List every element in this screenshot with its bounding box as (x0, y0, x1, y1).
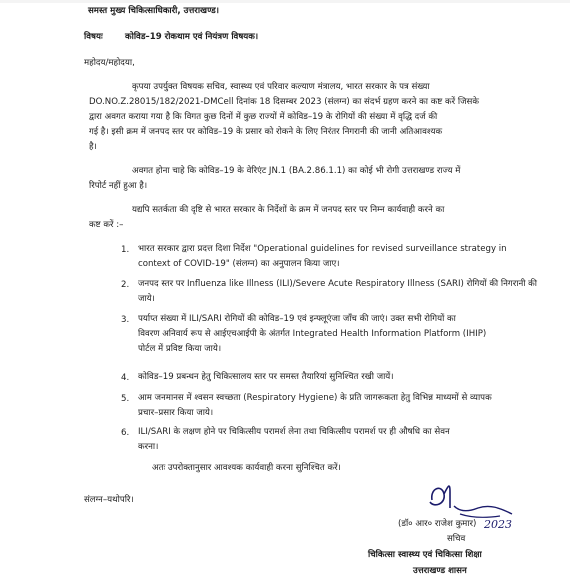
item-number: 6. (121, 428, 130, 438)
signatory-govt: उत्तराखण्ड शासन (413, 566, 467, 576)
recipients-line: समस्त मुख्य चिकित्साधिकारी, उत्तराखण्ड। (88, 6, 220, 16)
signature-stroke (460, 514, 500, 517)
list-item: जाये। (138, 294, 155, 304)
list-item: context of COVID-19" (संलग्न) का अनुपालन किया जाए। (138, 259, 340, 269)
closing-line: अतः उपरोक्तानुसार आवश्यक कार्यवाही करना सुनिश्चित करें। (152, 463, 341, 473)
list-item: पर्याप्त संख्या में ILI/SARI रोगियों की कोविड–19 एवं इन्फ्लूएंजा जाँच की जाएं। उक्त सभी रोगियों का (138, 314, 456, 324)
list-item: पोर्टल में प्रविष्ट किया जाये। (138, 344, 222, 354)
para1-line: DO.NO.Z.28015/182/2021-DMCell दिनांक 18 दिसम्बर 2023 (संलग्न) का संदर्भ ग्रहण करने का कष्ट करें जिसके (89, 97, 479, 107)
subject-label: विषयः (84, 32, 103, 42)
list-item: ILI/SARI के लक्षण होने पर चिकित्सीय परामर्श लेना तथा चिकित्सीय परामर्श पर ही औषधि का सेवन (138, 427, 450, 437)
enclosure-note: संलग्न–यथोपरि। (84, 495, 134, 505)
list-item: विवरण अनिवार्य रूप से आईएचआईपी के अंतर्गत Integrated Health Information Platform (IHIP) (138, 329, 487, 339)
para1-line: है। (89, 142, 97, 152)
subject-text: कोविड–19 रोकथाम एवं नियंत्रण विषयक। (125, 32, 259, 42)
item-number: 3. (121, 315, 130, 325)
handwritten-date: 2023 (484, 518, 512, 531)
signature-stroke (454, 506, 512, 514)
item-number: 1. (121, 245, 130, 255)
item-number: 2. (121, 280, 130, 290)
para1-line: द्वारा अवगत कराया गया है कि विगत कुछ दिनों में कुछ राज्यों में कोविड–19 के रोगियों की संख्या में वृद्धि दर्ज की (89, 112, 438, 122)
list-item: करना। (138, 442, 159, 452)
signatory-name: (डॉ० आर० राजेश कुमार) (398, 519, 477, 529)
list-item: आम जनमानस में श्वसन स्वच्छता (Respiratory Hygiene) के प्रति जागरूकता हेतु विभिन्न माध्यमों से व्यापक (138, 393, 492, 403)
list-item: भारत सरकार द्वारा प्रदत्त दिशा निर्देश "Operational guidelines for revised surveillance strategy in (138, 244, 507, 254)
list-item: प्रचार–प्रसार किया जाये। (138, 408, 214, 418)
para3-line: यद्यपि सतर्कता की दृष्टि से भारत सरकार के निर्देशों के क्रम में जनपद स्तर पर निम्न कार्यवाही करने का (132, 205, 445, 215)
para1-line: गई है। इसी क्रम में जनपद स्तर पर कोविड–19 के प्रसार को रोकने के लिए निरंतर निगरानी की जानी अतिआवश्यक (89, 127, 443, 137)
item-number: 4. (121, 373, 130, 383)
list-item: कोविड–19 प्रबन्धन हेतु चिकित्सालय स्तर पर समस्त तैयारियां सुनिश्चित रखी जायें। (138, 372, 394, 382)
para1-line: कृपया उपर्युक्त विषयक सचिव, स्वास्थ्य एवं परिवार कल्याण मंत्रालय, भारत सरकार के पत्र संख्या (132, 82, 430, 92)
list-item: जनपद स्तर पर Influenza like Illness (ILI)/Severe Acute Respiratory Illness (SARI) रोगियों की निगरानी की (138, 279, 538, 289)
para2-line: अवगत होना चाहे कि कोविड–19 के वेरिएंट JN.1 (BA.2.86.1.1) का कोई भी रोगी उत्तराखण्ड राज्य में (132, 166, 461, 176)
para3-line: कष्ट करें :– (89, 220, 124, 230)
salutation: महोदय/महोदया, (84, 58, 135, 68)
signatory-title: सचिव (447, 534, 466, 544)
signature-stroke (430, 486, 450, 508)
scan-edge (0, 0, 570, 3)
item-number: 5. (121, 394, 130, 404)
para2-line: रिपोर्ट नहीं हुआ है। (89, 181, 148, 191)
signatory-department: चिकित्सा स्वास्थ्य एवं चिकित्सा शिक्षा (368, 550, 482, 560)
